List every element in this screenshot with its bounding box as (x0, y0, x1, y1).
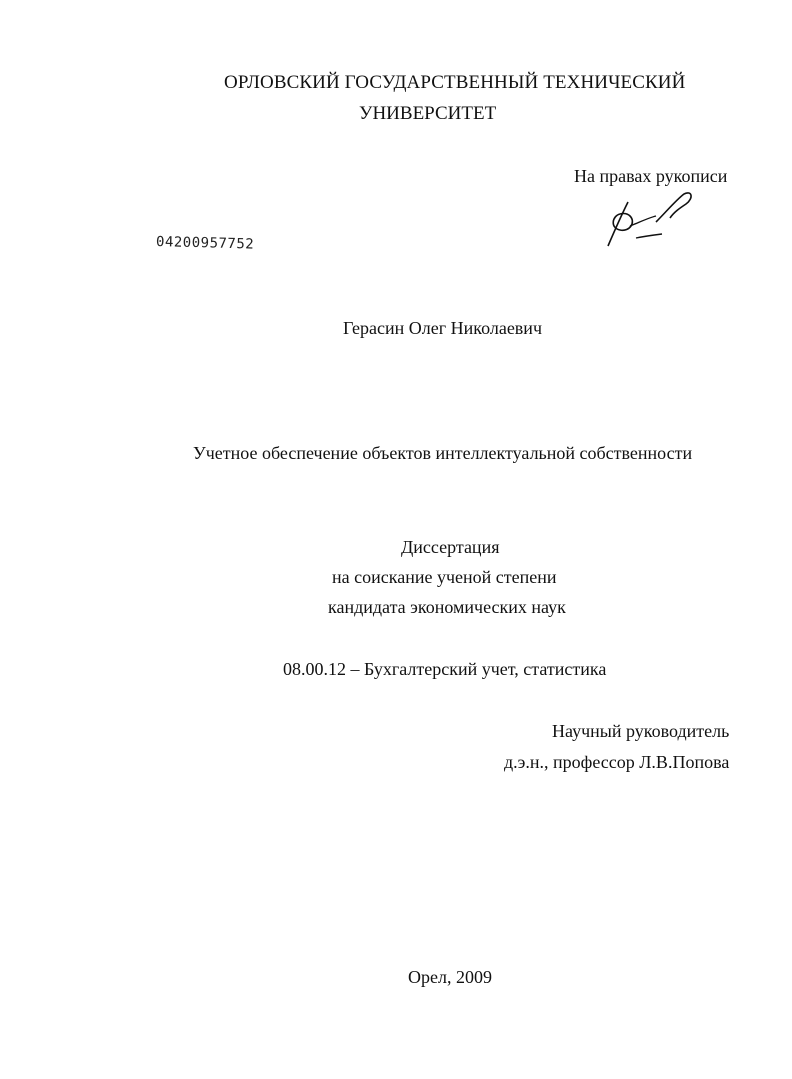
author-name: Герасин Олег Николаевич (343, 318, 542, 338)
degree-line-2: на соискание ученой степени (332, 567, 557, 587)
supervisor-name: д.э.н., профессор Л.В.Попова (504, 752, 730, 772)
manuscript-rights-note: На правах рукописи (574, 166, 728, 186)
supervisor-label: Научный руководитель (552, 721, 730, 741)
signature-icon (600, 188, 700, 250)
dissertation-title: Учетное обеспечение объектов интеллектуальной собственности (193, 443, 693, 463)
archive-serial-number: 04200957752 (155, 234, 255, 253)
city-year: Орел, 2009 (408, 967, 492, 987)
university-name-line1: ОРЛОВСКИЙ ГОСУДАРСТВЕННЫЙ ТЕХНИЧЕСКИЙ (224, 72, 686, 93)
degree-line-1: Диссертация (401, 537, 500, 557)
university-name-line2: УНИВЕРСИТЕТ (359, 103, 497, 124)
specialty-code: 08.00.12 – Бухгалтерский учет, статистика (283, 659, 607, 679)
degree-line-3: кандидата экономических наук (328, 597, 566, 617)
